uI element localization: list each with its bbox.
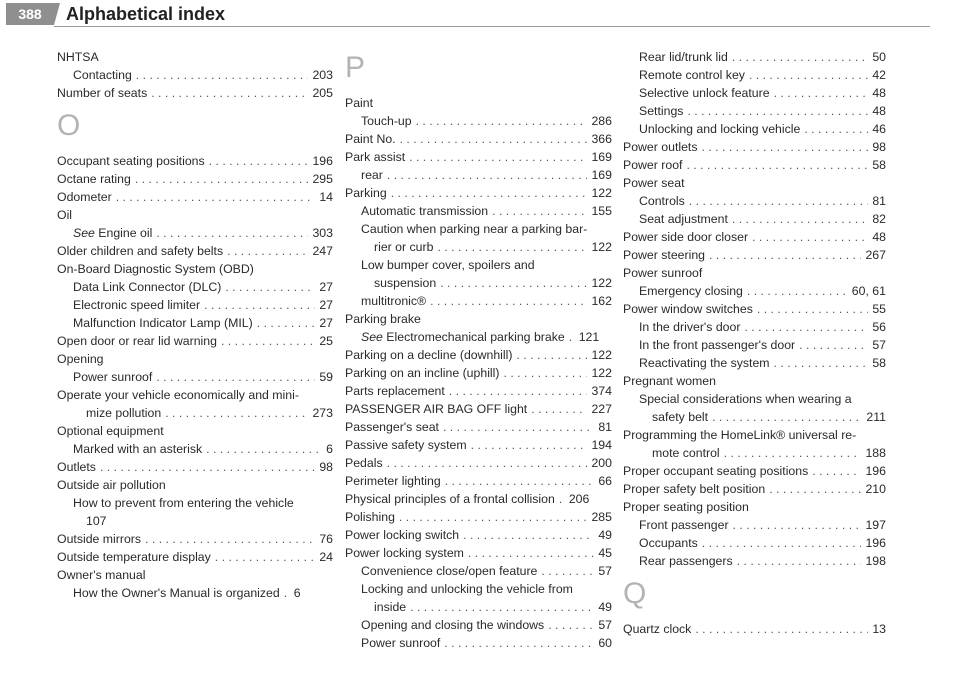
index-entry: Polishing . . . 285 bbox=[345, 508, 612, 526]
index-entry: Parking on an incline (uphill) . . . 122 bbox=[345, 364, 612, 382]
index-entry: Octane rating . . . 295 bbox=[57, 170, 333, 188]
index-heading: Owner's manual bbox=[57, 568, 146, 582]
index-entry: Perimeter lighting . . . 66 bbox=[345, 472, 612, 490]
index-entry: Occupants . . . 196 bbox=[623, 534, 886, 552]
index-entry: Parts replacement . . . 374 bbox=[345, 382, 612, 400]
index-entry: rier or curb . . . 122 bbox=[345, 238, 612, 256]
page-number-badge: 388 bbox=[6, 3, 54, 25]
index-entry: Proper safety belt position . . . 210 bbox=[623, 480, 886, 498]
page-title: Alphabetical index bbox=[66, 4, 226, 24]
index-entry: Controls . . . 81 bbox=[623, 192, 886, 210]
index-heading: Power seat bbox=[623, 176, 685, 190]
index-column-3 bbox=[623, 48, 886, 638]
index-entry: Data Link Connector (DLC) . . . 27 bbox=[57, 278, 333, 296]
index-entry: safety belt . . . 211 bbox=[623, 408, 886, 426]
index-entry: Selective unlock feature . . . 48 bbox=[623, 84, 886, 102]
section-letter-q: Q bbox=[623, 577, 647, 610]
index-entry: Front passenger . . . 197 bbox=[623, 516, 886, 534]
index-entry: Power window switches . . . 55 bbox=[623, 300, 886, 318]
index-entry: Passive safety system . . . 194 bbox=[345, 436, 612, 454]
index-entry: Reactivating the system . . . 58 bbox=[623, 354, 886, 372]
index-heading: Parking brake bbox=[345, 312, 421, 326]
index-entry: Occupant seating positions . . . 196 bbox=[57, 152, 333, 170]
index-entry: Power steering . . . 267 bbox=[623, 246, 886, 264]
index-entry: Rear passengers . . . 198 bbox=[623, 552, 886, 570]
index-entry: Caution when parking near a parking bar- bbox=[361, 222, 588, 236]
index-entry: Marked with an asterisk . . . 6 bbox=[57, 440, 333, 458]
index-entry: mize pollution . . . 273 bbox=[57, 404, 333, 422]
index-heading: Opening bbox=[57, 352, 104, 366]
index-entry: Power outlets . . . 98 bbox=[623, 138, 886, 156]
index-entry: Convenience close/open feature . . . 57 bbox=[345, 562, 612, 580]
index-entry: Low bumper cover, spoilers and bbox=[361, 258, 535, 272]
section-letter-o: O bbox=[57, 109, 81, 142]
index-entry: Park assist . . . 169 bbox=[345, 148, 612, 166]
index-entry: Quartz clock . . . 13 bbox=[623, 620, 886, 638]
index-entry: Pedals . . . 200 bbox=[345, 454, 612, 472]
index-entry: In the front passenger's door . . . 57 bbox=[623, 336, 886, 354]
index-entry: Parking . . . 122 bbox=[345, 184, 612, 202]
index-entry: How the Owner's Manual is organized . . . 6 bbox=[57, 584, 333, 602]
index-entry: Electronic speed limiter . . . 27 bbox=[57, 296, 333, 314]
index-entry: Odometer . . . 14 bbox=[57, 188, 333, 206]
section-letter-p: P bbox=[345, 51, 366, 84]
index-entry: inside . . . 49 bbox=[345, 598, 612, 616]
index-heading: On-Board Diagnostic System (OBD) bbox=[57, 262, 254, 276]
index-entry: Older children and safety belts . . . 247 bbox=[57, 242, 333, 260]
index-entry: Power sunroof . . . 60 bbox=[345, 634, 612, 652]
index-heading: Power sunroof bbox=[623, 266, 703, 280]
index-entry: Paint No. . . . 366 bbox=[345, 130, 612, 148]
index-entry: Power locking switch . . . 49 bbox=[345, 526, 612, 544]
index-entry: multitronic® . . . 162 bbox=[345, 292, 612, 310]
index-heading: Operate your vehicle economically and mini- bbox=[57, 388, 299, 402]
index-entry: rear . . . 169 bbox=[345, 166, 612, 184]
index-entry: mote control . . . 188 bbox=[623, 444, 886, 462]
index-entry: Automatic transmission . . . 155 bbox=[345, 202, 612, 220]
index-entry: Outlets . . . 98 bbox=[57, 458, 333, 476]
index-heading: Optional equipment bbox=[57, 424, 164, 438]
index-entry: Proper occupant seating positions . . . 196 bbox=[623, 462, 886, 480]
index-heading: Outside air pollution bbox=[57, 478, 166, 492]
index-entry: Power roof . . . 58 bbox=[623, 156, 886, 174]
index-entry: Malfunction Indicator Lamp (MIL) . . . 27 bbox=[57, 314, 333, 332]
index-heading: Pregnant women bbox=[623, 374, 716, 388]
index-entry: Rear lid/trunk lid . . . 50 bbox=[623, 48, 886, 66]
index-entry: Unlocking and locking vehicle . . . 46 bbox=[623, 120, 886, 138]
index-heading: NHTSA bbox=[57, 50, 99, 64]
index-entry: Emergency closing . . . 60, 61 bbox=[623, 282, 886, 300]
index-entry: Power sunroof . . . 59 bbox=[57, 368, 333, 386]
index-entry: Parking on a decline (downhill) . . . 122 bbox=[345, 346, 612, 364]
index-entry: Power locking system . . . 45 bbox=[345, 544, 612, 562]
index-entry: suspension . . . 122 bbox=[345, 274, 612, 292]
index-entry: Outside temperature display . . . 24 bbox=[57, 548, 333, 566]
index-entry: In the driver's door . . . 56 bbox=[623, 318, 886, 336]
index-entry: Touch-up . . . 286 bbox=[345, 112, 612, 130]
page-header bbox=[0, 0, 960, 30]
index-entry: Open door or rear lid warning . . . 25 bbox=[57, 332, 333, 350]
index-entry: Outside mirrors . . . 76 bbox=[57, 530, 333, 548]
index-entry: Seat adjustment . . . 82 bbox=[623, 210, 886, 228]
header-divider bbox=[54, 26, 930, 27]
index-entry-page: 107 bbox=[86, 514, 107, 528]
index-column-2 bbox=[345, 48, 612, 652]
index-entry: Remote control key . . . 42 bbox=[623, 66, 886, 84]
index-entry: Power side door closer . . . 48 bbox=[623, 228, 886, 246]
index-entry: Passenger's seat . . . 81 bbox=[345, 418, 612, 436]
index-entry: PASSENGER AIR BAG OFF light . . . 227 bbox=[345, 400, 612, 418]
index-heading: Paint bbox=[345, 96, 374, 110]
index-entry: Locking and unlocking the vehicle from bbox=[361, 582, 573, 596]
index-entry: Physical principles of a frontal collision . . . 206 bbox=[345, 490, 612, 508]
index-entry: Contacting . . . 203 bbox=[57, 66, 333, 84]
index-entry: Special considerations when wearing a bbox=[639, 392, 852, 406]
index-entry: See Electromechanical parking brake . . . 121 bbox=[345, 328, 612, 346]
index-entry: Opening and closing the windows . . . 57 bbox=[345, 616, 612, 634]
index-entry: How to prevent from entering the vehicle bbox=[73, 496, 294, 510]
index-entry: Number of seats . . . 205 bbox=[57, 84, 333, 102]
index-column-1 bbox=[57, 48, 333, 602]
index-heading: Oil bbox=[57, 208, 73, 222]
index-heading: Proper seating position bbox=[623, 500, 749, 514]
index-entry: See Engine oil . . . 303 bbox=[57, 224, 333, 242]
index-heading: Programming the HomeLink® universal re- bbox=[623, 428, 857, 442]
index-entry: Settings . . . 48 bbox=[623, 102, 886, 120]
